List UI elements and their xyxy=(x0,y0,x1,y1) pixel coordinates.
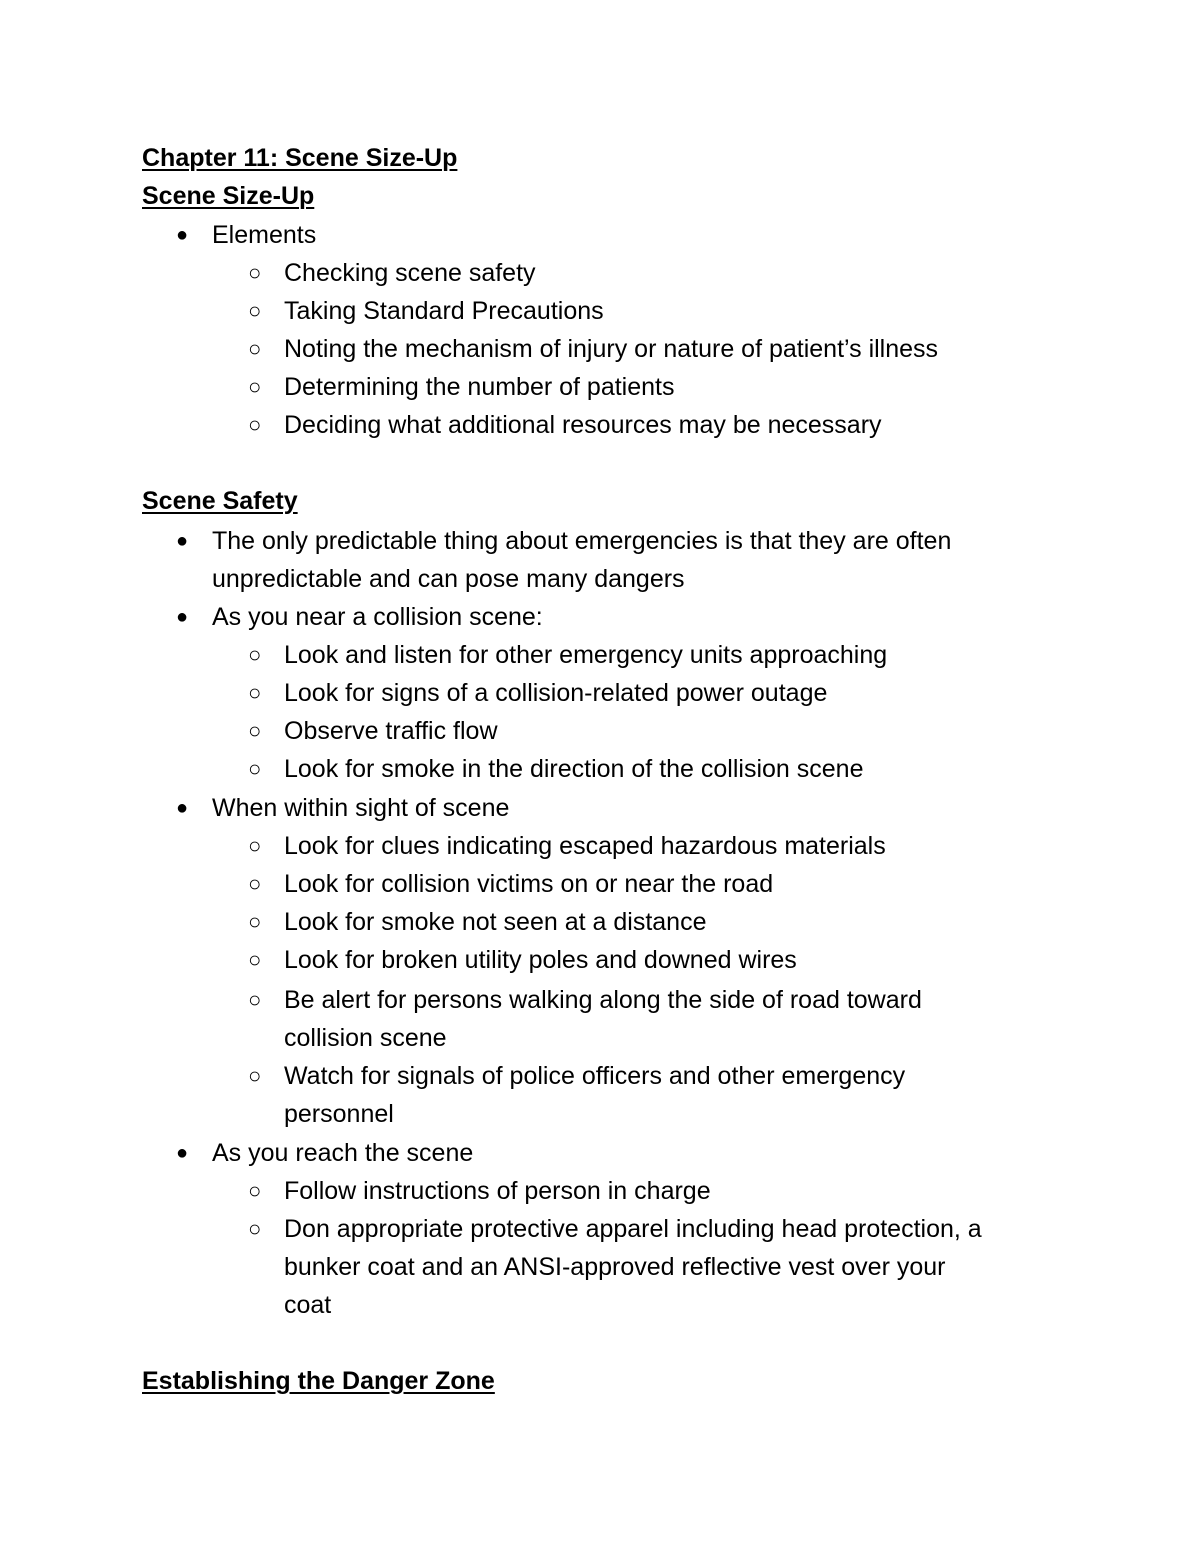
sub-bullet-marker: ○ xyxy=(248,260,262,285)
bullet-text: As you reach the scene xyxy=(212,1139,474,1167)
sub-item: Deciding what additional resources may be necessary xyxy=(284,411,882,439)
sub-item: Don appropriate protective apparel including head protection, a xyxy=(284,1215,982,1243)
sub-bullet-marker: ○ xyxy=(248,871,262,896)
sub-item: Follow instructions of person in charge xyxy=(284,1177,711,1205)
sub-item-continued: personnel xyxy=(284,1100,394,1128)
sub-bullet-marker: ○ xyxy=(248,680,262,705)
bullet-marker: ● xyxy=(176,606,189,628)
section-heading-scene-size-up: Scene Size-Up xyxy=(142,182,315,210)
bullet-marker: ● xyxy=(176,530,189,552)
bullet-text: When within sight of scene xyxy=(212,794,510,822)
sub-bullet-marker: ○ xyxy=(248,756,262,781)
sub-item: Look and listen for other emergency units approaching xyxy=(284,641,888,669)
sub-item: Look for smoke not seen at a distance xyxy=(284,908,707,936)
sub-item: Look for smoke in the direction of the collision scene xyxy=(284,755,864,783)
sub-bullet-marker: ○ xyxy=(248,298,262,323)
sub-item-continued: coat xyxy=(284,1291,332,1319)
bullet-text: As you near a collision scene: xyxy=(212,603,543,631)
bullet-elements: Elements xyxy=(212,221,317,249)
bullet-text: The only predictable thing about emergencies is that they are often xyxy=(212,527,952,555)
section-heading-scene-safety: Scene Safety xyxy=(142,487,298,515)
sub-bullet-marker: ○ xyxy=(248,1216,262,1241)
section-heading-danger-zone: Establishing the Danger Zone xyxy=(142,1367,495,1395)
sub-bullet-marker: ○ xyxy=(248,336,262,361)
bullet-marker: ● xyxy=(176,224,189,246)
sub-item: Look for broken utility poles and downed wires xyxy=(284,946,797,974)
sub-bullet-marker: ○ xyxy=(248,642,262,667)
bullet-marker: ● xyxy=(176,1142,189,1164)
sub-bullet-marker: ○ xyxy=(248,1178,262,1203)
sub-bullet-marker: ○ xyxy=(248,833,262,858)
sub-item: Look for collision victims on or near the road xyxy=(284,870,774,898)
sub-item: Noting the mechanism of injury or nature of patient’s illness xyxy=(284,335,939,363)
sub-item-continued: collision scene xyxy=(284,1024,447,1052)
sub-item: Look for signs of a collision-related power outage xyxy=(284,679,828,707)
sub-item: Taking Standard Precautions xyxy=(284,297,604,325)
sub-item: Look for clues indicating escaped hazardous materials xyxy=(284,832,886,860)
sub-item: Observe traffic flow xyxy=(284,717,498,745)
bullet-marker: ● xyxy=(176,797,189,819)
sub-bullet-marker: ○ xyxy=(248,909,262,934)
sub-item: Determining the number of patients xyxy=(284,373,675,401)
bullet-text-continued: unpredictable and can pose many dangers xyxy=(212,565,685,593)
chapter-title: Chapter 11: Scene Size-Up xyxy=(142,144,458,172)
sub-item: Checking scene safety xyxy=(284,259,536,287)
sub-bullet-marker: ○ xyxy=(248,987,262,1012)
sub-bullet-marker: ○ xyxy=(248,718,262,743)
sub-item: Be alert for persons walking along the side of road toward xyxy=(284,986,922,1014)
sub-bullet-marker: ○ xyxy=(248,1063,262,1088)
sub-item-continued: bunker coat and an ANSI-approved reflective vest over your xyxy=(284,1253,946,1281)
sub-bullet-marker: ○ xyxy=(248,947,262,972)
sub-item: Watch for signals of police officers and other emergency xyxy=(284,1062,906,1090)
sub-bullet-marker: ○ xyxy=(248,412,262,437)
sub-bullet-marker: ○ xyxy=(248,374,262,399)
